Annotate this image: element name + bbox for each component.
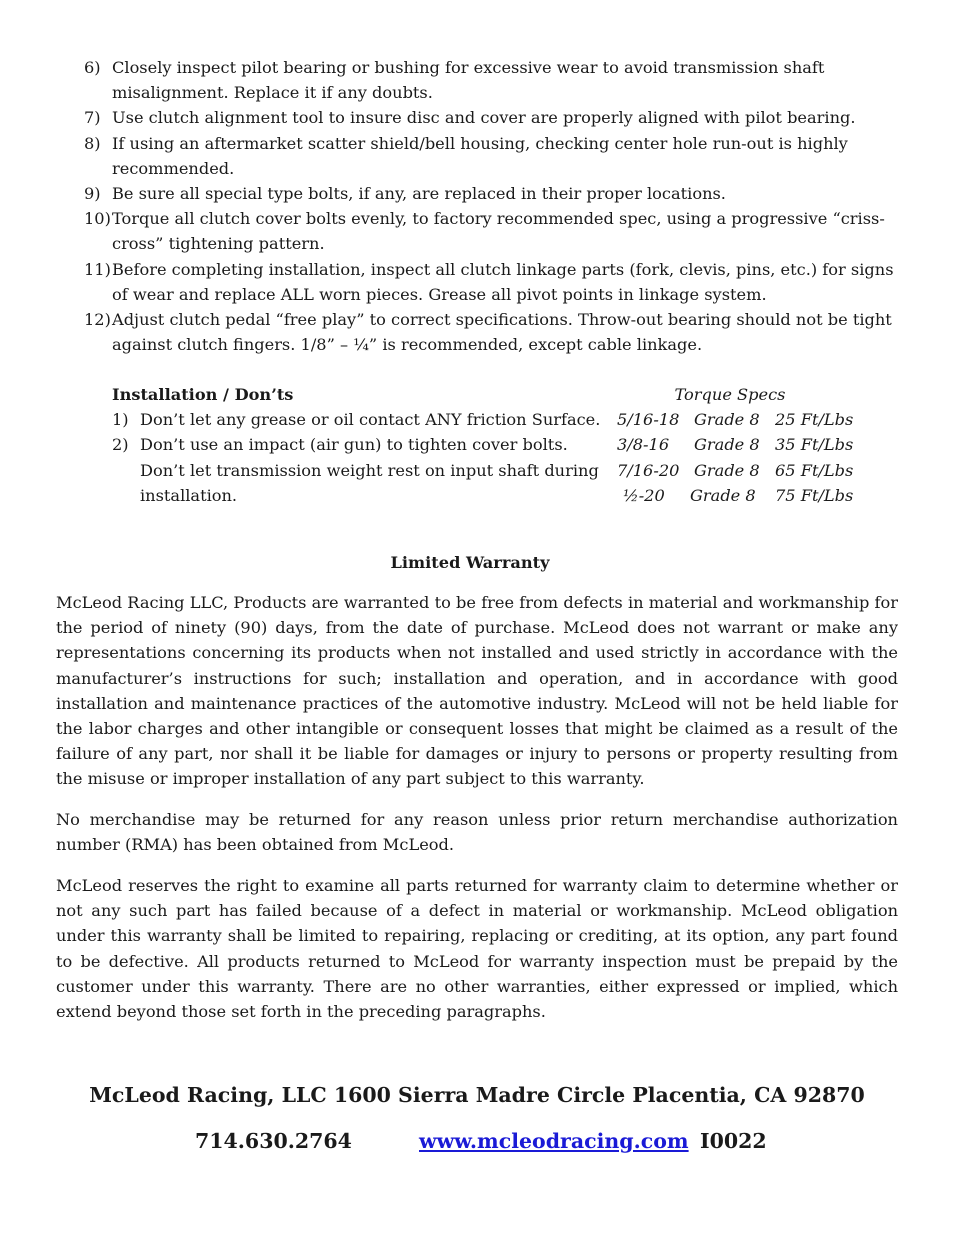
- list-item: [112, 432, 602, 457]
- table-row: [617, 483, 867, 508]
- item-text: Don’t let any grease or oil contact ANY friction Surface.: [140, 410, 601, 430]
- document-code: I0022: [700, 1129, 767, 1153]
- bolt-size: 7/16-20: [617, 460, 680, 480]
- item-text: Don’t use an impact (air gun) to tighten cover bolts.: [140, 435, 568, 455]
- phone-number: 714.630.2764: [195, 1129, 352, 1153]
- table-row: [617, 458, 867, 483]
- warranty-paragraph: No merchandise may be returned for any reason unless prior return merchandise authorization number (RMA) has been obtained from McLeod.: [56, 810, 898, 855]
- list-item: [84, 181, 904, 206]
- torque-value: 35 Ft/Lbs: [775, 435, 854, 455]
- list-item: [84, 206, 904, 256]
- donts-list: [112, 382, 602, 508]
- bolt-grade: Grade 8: [694, 460, 760, 480]
- step-text: Adjust clutch pedal “free play” to correct specifications. Throw-out bearing should not be tight against clutch fingers. 1/8” – ¼” is recommended, except cable linkage.: [112, 310, 892, 355]
- step-number: 10): [84, 209, 111, 229]
- list-item: [84, 307, 904, 357]
- step-number: 8): [84, 133, 101, 153]
- torque-value: 25 Ft/Lbs: [775, 410, 854, 430]
- list-item: [84, 131, 904, 181]
- list-item: [112, 407, 602, 432]
- torque-value: 75 Ft/Lbs: [775, 485, 854, 505]
- company-address: McLeod Racing, LLC 1600 Sierra Madre Circle Placentia, CA 92870: [89, 1083, 865, 1107]
- step-number: 9): [84, 184, 101, 204]
- step-number: 6): [84, 58, 101, 77]
- bolt-size: ½-20: [623, 485, 665, 505]
- installation-steps-list: [84, 55, 904, 357]
- list-item: [112, 458, 602, 508]
- item-text: Don’t let transmission weight rest on input shaft during installation.: [140, 460, 599, 505]
- step-text: If using an aftermarket scatter shield/bell housing, checking center hole run-out is highly recommended.: [112, 133, 848, 178]
- bolt-size: 5/16-18: [617, 410, 680, 430]
- bolt-grade: Grade 8: [694, 435, 760, 455]
- table-row: [617, 432, 867, 457]
- item-number: 1): [112, 410, 129, 430]
- bolt-grade: Grade 8: [690, 485, 756, 505]
- warranty-title: Limited Warranty: [390, 553, 550, 572]
- item-number: 2): [112, 435, 129, 455]
- list-item: [84, 55, 904, 105]
- step-text: Be sure all special type bolts, if any, are replaced in their proper locations.: [112, 184, 726, 204]
- step-number: 11): [84, 259, 111, 279]
- table-row: [617, 407, 867, 432]
- bolt-size: 3/8-16: [617, 435, 670, 455]
- step-number: 12): [84, 310, 111, 330]
- torque-value: 65 Ft/Lbs: [775, 460, 854, 480]
- step-text: Closely inspect pilot bearing or bushing for excessive wear to avoid transmission shaft misalignment. Replace it if any doubts.: [112, 58, 825, 103]
- step-text: Use clutch alignment tool to insure disc and cover are properly aligned with pilot bearing.: [112, 108, 856, 128]
- list-item: [84, 105, 904, 130]
- torque-specs-table: [617, 382, 867, 508]
- donts-heading: Installation / Don’ts: [112, 385, 294, 404]
- warranty-paragraph: McLeod Racing LLC, Products are warranted to be free from defects in material and workmanship for the period of ninety (90) days, from the date of purchase. McLeod does not warrant or make any representations concerning its products when not installed and used strictly in accordance with the manufacturer’s instructions for such; installation and operation, and in accordance with good installation and maintenance practices of the automotive industry. McLeod will not be held liable for the labor charges and other intangible or consequent losses that might be claimed as a result of the failure of any part, nor shall it be liable for damages or injury to persons or property resulting from the misuse or improper installation of any part subject to this warranty.: [56, 593, 898, 789]
- step-text: Before completing installation, inspect all clutch linkage parts (fork, clevis, pins, etc.) for signs of wear and replace ALL worn pieces. Grease all pivot points in linkage system.: [112, 259, 894, 304]
- website-link[interactable]: www.mcleodracing.com: [419, 1129, 689, 1153]
- list-item: [84, 257, 904, 307]
- warranty-paragraph: McLeod reserves the right to examine all parts returned for warranty claim to determine whether or not any such part has failed because of a defect in material or workmanship. McLeod obligation under this warranty shall be limited to repairing, replacing or crediting, at its option, any part found to be defective. All products returned to McLeod for warranty inspection must be prepaid by the customer under this warranty. There are no other warranties, either expressed or implied, which extend beyond those set forth in the preceding paragraphs.: [56, 876, 898, 1022]
- torque-specs-title: Torque Specs: [674, 385, 786, 404]
- step-text: Torque all clutch cover bolts evenly, to factory recommended spec, using a progressive “criss-cross” tightening pattern.: [112, 209, 885, 254]
- bolt-grade: Grade 8: [694, 410, 760, 430]
- step-number: 7): [84, 108, 101, 128]
